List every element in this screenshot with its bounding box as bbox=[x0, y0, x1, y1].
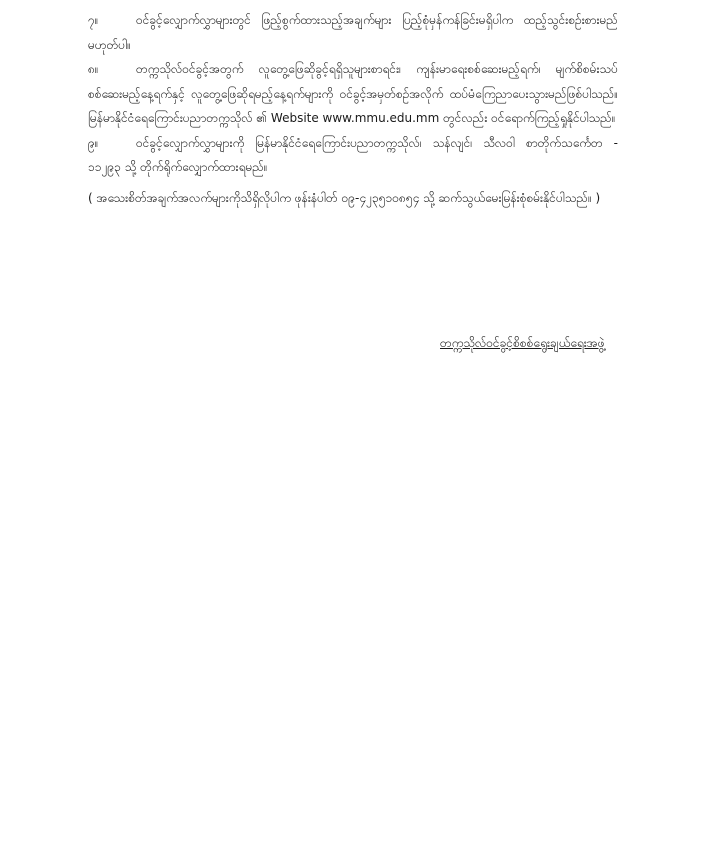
document-page bbox=[88, 8, 618, 210]
item-8 bbox=[88, 57, 618, 131]
item-9 bbox=[88, 131, 618, 180]
item-number: ၉။ bbox=[88, 135, 99, 150]
item-number: ၈။ bbox=[88, 62, 99, 76]
item-7 bbox=[88, 8, 618, 57]
item-text: ဝင်ခွင့်လျှောက်လွှာများကို မြန်မာနိုင်ငံရေကြောင်းပညာတက္ကသိုလ်၊ သန်လျင်၊ သီလဝါ စာတိုက်သင်္ကေတ - ၁၁၂၉၃ သို့ တိုက်ရိုက်လျှောက်ထားရမည်။ bbox=[88, 135, 618, 174]
signature-committee: တက္ကသိုလ်ဝင်ခွင့်စိစစ်ရွေးချယ်ရေးအဖွဲ့ bbox=[440, 336, 605, 350]
item-number: ၇။ bbox=[88, 13, 99, 27]
contact-note: ( အသေးစိတ်အချက်အလက်များကိုသိရှိလိုပါက ဖုန်းနံပါတ် ၀၉-၄၂၃၅၁၀၈၅၄ သို့ ဆက်သွယ်မေးမြန်းစုံစမ်းနိုင်ပါသည်။ ) bbox=[88, 190, 601, 205]
item-text: တက္ကသိုလ်ဝင်ခွင့်အတွက် လူတွေ့ဖြေဆိုခွင့်ရရှိသူများစာရင်း၊ ကျန်းမာရေးစစ်ဆေးမည့်ရက်၊ မျက်စိစမ်းသပ်စစ်ဆေးမည့်နေ့ရက်နှင့် လူတွေ့ဖြေဆိုရမည့်နေ့ရက်များကို ဝင်ခွင့်အမှတ်စဉ်အလိုက် ထပ်မံကြေညာပေးသွားမည်ဖြစ်ပါသည်။ မြန်မာနိုင်ငံရေကြောင်းပညာတက္ကသိုလ် ၏ Website www.mmu.edu.mm တွင်လည်း ဝင်ရောက်ကြည့်ရှုနိုင်ပါသည်။ bbox=[88, 62, 618, 125]
item-text: ဝင်ခွင့်လျှောက်လွှာများတွင် ဖြည့်စွက်ထားသည့်အချက်များ ပြည့်စုံမှန်ကန်ခြင်းမရှိပါက ထည့်သွင်းစဉ်းစားမည် မဟုတ်ပါ။ bbox=[88, 13, 618, 52]
